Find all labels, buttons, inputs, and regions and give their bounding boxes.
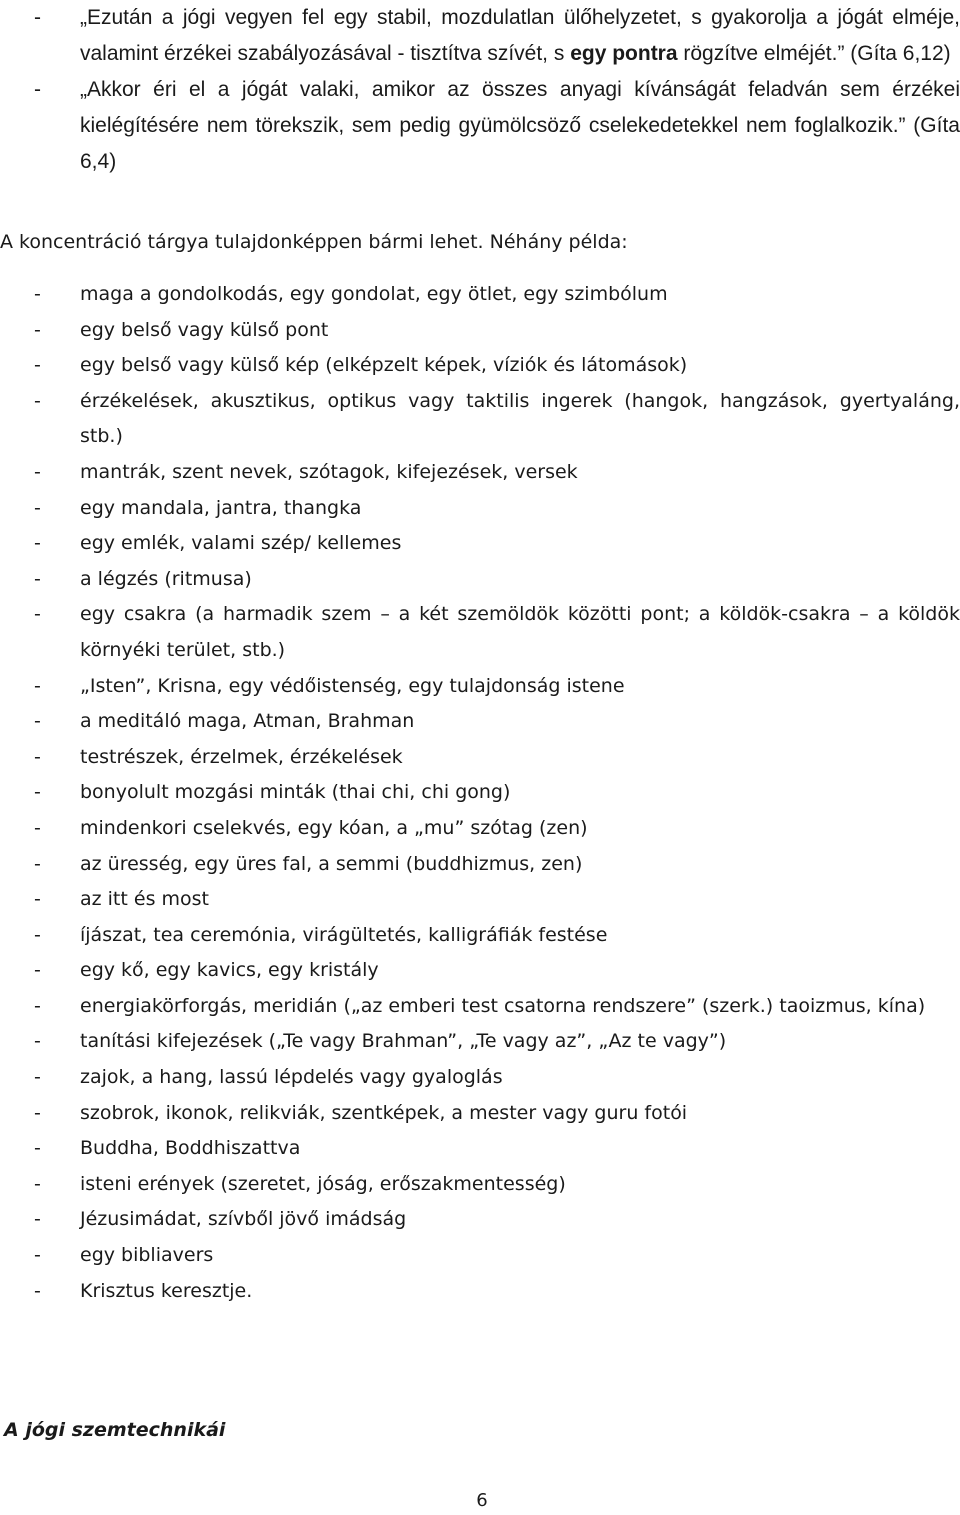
- quote-item: [0, 0, 960, 72]
- list-item-text: egy belső vagy külső pont: [80, 318, 329, 341]
- list-item-text: testrészek, érzelmek, érzékelések: [80, 745, 403, 768]
- list-item: [0, 1274, 960, 1310]
- quote-text: „Ezután a jógi vegyen fel egy stabil, mozdulatlan ülőhelyzetet, s gyakorolja a jógát elméje, valamint érzékei szabályozásával - tisztítva szívét, s egy pontra rögzítve elméjét.” (Gíta 6,12): [80, 6, 960, 65]
- list-dash: -: [34, 1101, 41, 1124]
- list-dash: -: [34, 888, 41, 911]
- list-item-text: szobrok, ikonok, relikviák, szentképek, a mester vagy guru fotói: [80, 1101, 688, 1124]
- list-dash: -: [34, 78, 41, 101]
- page-number: 6: [476, 1490, 488, 1511]
- list-dash: -: [34, 1279, 41, 1302]
- list-dash: -: [34, 852, 41, 875]
- list-item: [0, 811, 960, 847]
- list-item: [0, 918, 960, 954]
- list-dash: -: [34, 994, 41, 1017]
- list-item: [0, 348, 960, 384]
- list-item-text: zajok, a hang, lassú lépdelés vagy gyaloglás: [80, 1066, 503, 1089]
- list-item: [0, 882, 960, 918]
- emphasis: egy pontra: [570, 42, 678, 65]
- list-item-text: egy mandala, jantra, thangka: [80, 496, 362, 519]
- list-dash: -: [34, 781, 41, 804]
- list-dash: -: [34, 1244, 41, 1267]
- list-dash: -: [34, 532, 41, 555]
- list-item: [0, 455, 960, 491]
- list-item: [0, 1167, 960, 1203]
- list-item-text: a meditáló maga, Atman, Brahman: [80, 710, 415, 733]
- list-item-text: „Isten”, Krisna, egy védőistenség, egy tulajdonság istene: [80, 674, 625, 697]
- list-item-text: Jézusimádat, szívből jövő imádság: [80, 1208, 407, 1231]
- list-dash: -: [34, 354, 41, 377]
- list-item: [0, 704, 960, 740]
- list-item: [0, 953, 960, 989]
- list-item: [0, 1238, 960, 1274]
- list-dash: -: [34, 460, 41, 483]
- list-item-text: mindenkori cselekvés, egy kóan, a „mu” szótag (zen): [80, 816, 588, 839]
- quote-list: [0, 0, 960, 180]
- list-item: [0, 1096, 960, 1132]
- list-item-text: egy csakra (a harmadik szem – a két szemöldök közötti pont; a köldök-csakra – a köldök környéki terület, stb.): [80, 603, 960, 661]
- list-dash: -: [34, 816, 41, 839]
- list-item-text: bonyolult mozgási minták (thai chi, chi gong): [80, 781, 511, 804]
- list-item-text: Buddha, Boddhiszattva: [80, 1137, 301, 1160]
- list-item: [0, 597, 960, 668]
- list-item-text: energiakörforgás, meridián („az emberi test csatorna rendszere” (szerk.) taoizmus, kína): [80, 994, 926, 1017]
- list-dash: -: [34, 318, 41, 341]
- list-item: [0, 526, 960, 562]
- list-item-text: Krisztus keresztje.: [80, 1279, 253, 1302]
- list-dash: -: [34, 1172, 41, 1195]
- list-dash: -: [34, 603, 41, 626]
- quote-item: [0, 72, 960, 180]
- list-dash: -: [34, 389, 41, 412]
- list-item-text: a légzés (ritmusa): [80, 567, 252, 590]
- list-dash: -: [34, 959, 41, 982]
- list-item-text: egy kő, egy kavics, egy kristály: [80, 959, 379, 982]
- list-dash: -: [34, 1066, 41, 1089]
- list-item: [0, 562, 960, 598]
- list-item: [0, 1131, 960, 1167]
- section-heading: A jógi szemtechnikái: [4, 1419, 226, 1441]
- list-dash: -: [34, 674, 41, 697]
- list-item: [0, 1060, 960, 1096]
- list-item-text: egy belső vagy külső kép (elképzelt képek, víziók és látomások): [80, 354, 688, 377]
- list-item: [0, 277, 960, 313]
- list-dash: -: [34, 745, 41, 768]
- list-dash: -: [34, 710, 41, 733]
- list-item-text: íjászat, tea ceremónia, virágültetés, kalligráfiák festése: [80, 923, 608, 946]
- list-item: [0, 740, 960, 776]
- list-item: [0, 491, 960, 527]
- list-dash: -: [34, 283, 41, 305]
- list-item: [0, 989, 960, 1025]
- intro-sentence: A koncentráció tárgya tulajdonképpen bármi lehet. Néhány példa:: [0, 231, 628, 253]
- list-item-text: érzékelések, akusztikus, optikus vagy taktilis ingerek (hangok, hangzások, gyertyaláng, stb.): [80, 389, 960, 448]
- list-item-text: egy emlék, valami szép/ kellemes: [80, 532, 402, 555]
- list-item: [0, 384, 960, 455]
- list-item-text: az üresség, egy üres fal, a semmi (buddhizmus, zen): [80, 852, 583, 875]
- list-dash: -: [34, 567, 41, 590]
- list-dash: -: [34, 923, 41, 946]
- list-dash: -: [34, 1208, 41, 1231]
- list-item: [0, 775, 960, 811]
- list-item-text: isteni erények (szeretet, jóság, erőszakmentesség): [80, 1172, 566, 1195]
- list-item: [0, 1024, 960, 1060]
- list-item: [0, 313, 960, 349]
- list-dash: -: [34, 6, 41, 29]
- list-item-text: maga a gondolkodás, egy gondolat, egy ötlet, egy szimbólum: [80, 283, 668, 305]
- list-item-text: tanítási kifejezések („Te vagy Brahman”, „Te vagy az”, „Az te vagy”): [80, 1030, 727, 1053]
- list-item-text: az itt és most: [80, 888, 209, 911]
- examples-list: [0, 277, 960, 1309]
- quote-text: „Akkor éri el a jógát valaki, amikor az összes anyagi kívánságát feladván sem érzékei kielégítésére nem törekszik, sem pedig gyümölcsöző cselekedetekkel nem foglalkozik.” (Gíta 6,4): [80, 78, 960, 173]
- list-dash: -: [34, 496, 41, 519]
- list-item: [0, 847, 960, 883]
- list-item-text: mantrák, szent nevek, szótagok, kifejezések, versek: [80, 460, 578, 483]
- list-item: [0, 669, 960, 705]
- list-dash: -: [34, 1137, 41, 1160]
- list-item-text: egy bibliavers: [80, 1244, 214, 1267]
- list-dash: -: [34, 1030, 41, 1053]
- list-item: [0, 1202, 960, 1238]
